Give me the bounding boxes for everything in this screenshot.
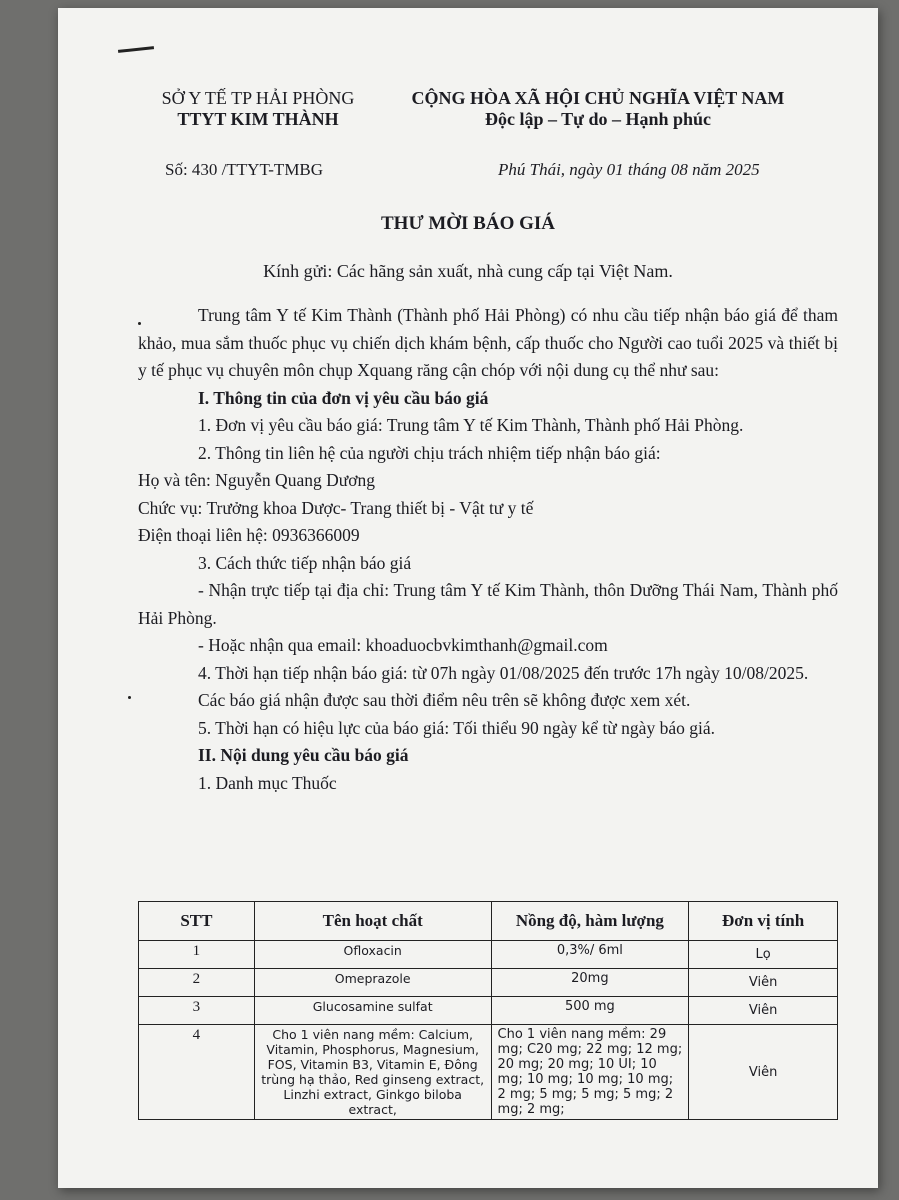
contact-info-heading: 2. Thông tin liên hệ của người chịu trách nhiệm tiếp nhận báo giá: <box>198 442 661 463</box>
national-motto: Độc lập – Tự do – Hạnh phúc <box>484 109 712 129</box>
cell-concentration: 20mg <box>491 969 689 997</box>
table-row <box>139 997 838 1025</box>
receipt-method-heading: 3. Cách thức tiếp nhận báo giá <box>198 552 412 573</box>
table-row <box>139 941 838 969</box>
cell-stt: 1 <box>139 941 255 969</box>
drug-list-heading: 1. Danh mục Thuốc <box>198 772 337 793</box>
section1-heading: I. Thông tin của đơn vị yêu cầu báo giá <box>198 387 489 408</box>
col-header-concentration: Nồng độ, hàm lượng <box>491 902 689 941</box>
deadline: 4. Thời hạn tiếp nhận báo giá: từ 07h ngày 01/08/2025 đến trước 17h ngày 10/08/2025. <box>198 662 809 683</box>
section2-heading: II. Nội dung yêu cầu báo giá <box>198 745 409 765</box>
cell-stt: 4 <box>139 1025 255 1120</box>
drug-table <box>138 901 838 1120</box>
table-row <box>139 1025 838 1120</box>
col-header-ingredient: Tên hoạt chất <box>254 902 491 941</box>
cell-ingredient: Glucosamine sulfat <box>254 997 491 1025</box>
direct-address: - Nhận trực tiếp tại địa chỉ: Trung tâm Y tế Kim Thành, thôn Dưỡng Thái Nam, Thành phố Hải Phòng. <box>138 580 838 628</box>
email-line: - Hoặc nhận qua email: khoaduocbvkimthanh@gmail.com <box>198 635 608 655</box>
ink-dot <box>128 696 131 699</box>
cell-stt: 3 <box>139 997 255 1025</box>
col-header-stt: STT <box>139 902 255 941</box>
cell-unit: Viên <box>689 1025 838 1120</box>
cell-unit: Viên <box>689 997 838 1025</box>
late-note: Các báo giá nhận được sau thời điểm nêu trên sẽ không được xem xét. <box>198 690 691 710</box>
col-header-unit: Đơn vị tính <box>689 902 838 941</box>
cell-ingredient: Cho 1 viên nang mềm: Calcium, Vitamin, Phosphorus, Magnesium, FOS, Vitamin B3, Vitamin E, Đông trùng hạ thảo, Red ginseng extract, Linzhi extract, Ginkgo biloba extract, <box>254 1025 491 1120</box>
issuer-unit: TTYT KIM THÀNH <box>177 109 339 129</box>
issuer-header <box>138 88 378 130</box>
document-number: Số: 430 /TTYT-TMBG <box>165 160 324 179</box>
cell-ingredient: Ofloxacin <box>254 941 491 969</box>
cell-unit: Lọ <box>689 941 838 969</box>
table-row <box>139 969 838 997</box>
document-title: THƯ MỜI BÁO GIÁ <box>381 213 555 234</box>
requesting-unit: 1. Đơn vị yêu cầu báo giá: Trung tâm Y tế Kim Thành, Thành phố Hải Phòng. <box>198 415 744 435</box>
cell-stt: 2 <box>139 969 255 997</box>
table-header-row <box>139 902 838 941</box>
contact-position: Chức vụ: Trưởng khoa Dược- Trang thiết bị - Vật tư y tế <box>138 497 534 518</box>
national-title: CỘNG HÒA XÃ HỘI CHỦ NGHĨA VIỆT NAM <box>411 88 785 108</box>
cell-concentration: 0,3%/ 6ml <box>491 941 689 969</box>
contact-phone: Điện thoại liên hệ: 0936366009 <box>138 525 360 545</box>
place-date: Phú Thái, ngày 01 tháng 08 năm 2025 <box>498 160 760 179</box>
issuer-department: SỞ Y TẾ TP HẢI PHÒNG <box>161 88 355 108</box>
cell-unit: Viên <box>689 969 838 997</box>
contact-name: Họ và tên: Nguyễn Quang Dương <box>138 470 375 490</box>
intro-paragraph: Trung tâm Y tế Kim Thành (Thành phố Hải Phòng) có nhu cầu tiếp nhận báo giá để tham khảo, mua sắm thuốc phục vụ chiến dịch khám bệnh, cấp thuốc cho Người cao tuổi 2025 và thiết bị y tế phục vụ chuyên môn chụp Xquang răng cận chóp với nội dung cụ thể như sau: <box>138 305 838 380</box>
validity-period: 5. Thời hạn có hiệu lực của báo giá: Tối thiểu 90 ngày kể từ ngày báo giá. <box>198 717 715 738</box>
cell-ingredient: Omeprazole <box>254 969 491 997</box>
recipient-line: Kính gửi: Các hãng sản xuất, nhà cung cấp tại Việt Nam. <box>263 261 673 281</box>
national-header <box>398 88 798 130</box>
document-body <box>138 302 838 797</box>
cell-concentration: Cho 1 viên nang mềm: 29 mg; C20 mg; 22 mg; 12 mg; 20 mg; 20 mg; 10 UI; 10 mg; 10 mg; 10 mg; 10 mg; 2 mg; 5 mg; 5 mg; 5 mg; 2 mg; 2 mg; <box>491 1025 689 1120</box>
cell-concentration: 500 mg <box>491 997 689 1025</box>
pen-mark <box>118 46 154 53</box>
document-page <box>58 8 878 1188</box>
